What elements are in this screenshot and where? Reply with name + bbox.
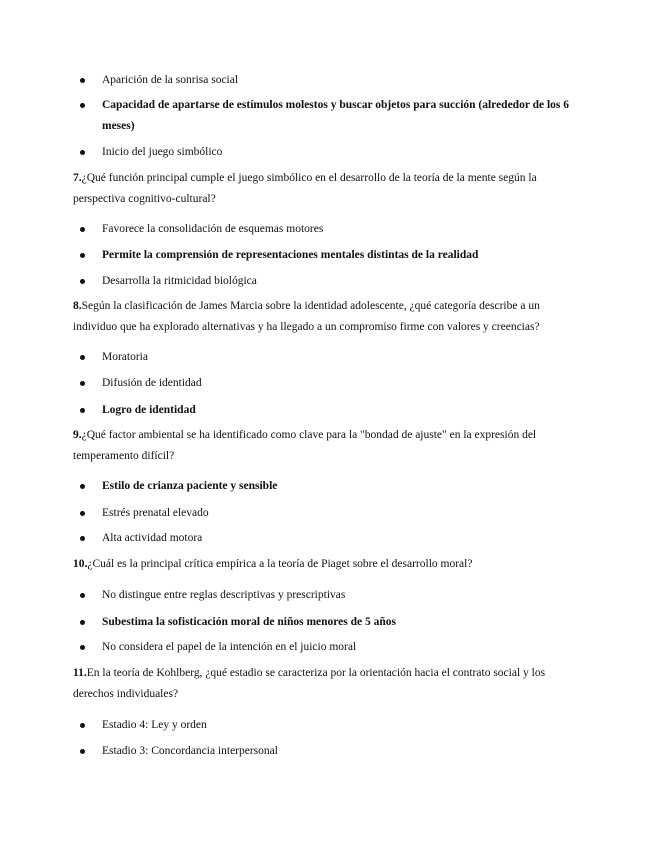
answer-option: Alta actividad motora	[102, 532, 203, 544]
bullet-icon	[80, 103, 85, 108]
answer-option: Moratoria	[102, 351, 148, 363]
question-text: ¿Qué función principal cumple el juego simbólico en el desarrollo de la teoría de la mente según la perspectiva cognitivo-cultural?	[73, 172, 537, 205]
bullet-icon	[80, 484, 85, 489]
bullet-icon	[80, 511, 85, 516]
bullet-icon	[80, 253, 85, 258]
bullet-icon	[80, 78, 85, 83]
answer-option-correct: Logro de identidad	[102, 404, 196, 416]
answer-option-correct: Estilo de crianza paciente y sensible	[102, 480, 278, 492]
answer-option-correct: Subestima la sofisticación moral de niños menores de 5 años	[102, 616, 397, 628]
bullet-icon	[80, 723, 85, 728]
question-number: 10.	[73, 558, 88, 570]
bullet-icon	[80, 227, 85, 232]
question-text: ¿Qué factor ambiental se ha identificado como clave para la "bondad de ajuste" en la expresión del temperamento difícil?	[73, 429, 537, 462]
answer-option: Favorece la consolidación de esquemas motores	[102, 223, 324, 235]
question-number: 7.	[73, 172, 82, 184]
answer-option: Estadio 3: Concordancia interpersonal	[102, 745, 278, 757]
question-number: 8.	[73, 300, 82, 312]
bullet-icon	[80, 620, 85, 625]
answer-option-correct: Capacidad de apartarse de estímulos molestos y buscar objetos para succión (alrededor de los 6 meses)	[102, 99, 570, 132]
answer-option: Inicio del juego simbólico	[102, 146, 223, 158]
question-number: 11.	[73, 667, 87, 679]
bullet-icon	[80, 593, 85, 598]
answer-option: No considera el papel de la intención en el juicio moral	[102, 641, 357, 653]
answer-option-correct: Permite la comprensión de representaciones mentales distintas de la realidad	[102, 249, 479, 261]
question	[73, 425, 573, 467]
question	[73, 663, 573, 705]
question	[73, 554, 573, 575]
answer-option: Estadio 4: Ley y orden	[102, 719, 207, 731]
question	[73, 168, 573, 210]
answer-option: Estrés prenatal elevado	[102, 507, 209, 519]
answer-option: Difusión de identidad	[102, 377, 202, 389]
question-text: ¿Cuál es la principal crítica empírica a la teoría de Piaget sobre el desarrollo moral?	[87, 558, 473, 570]
question-text: Según la clasificación de James Marcia sobre la identidad adolescente, ¿qué categoría describe a un individuo que ha explorado alternativas y ha llegado a un compromiso firme con valores y creencias?	[73, 300, 540, 333]
bullet-icon	[80, 150, 85, 155]
bullet-icon	[80, 536, 85, 541]
answer-option: Aparición de la sonrisa social	[102, 74, 239, 86]
bullet-icon	[80, 749, 85, 754]
bullet-icon	[80, 408, 85, 413]
question-number: 9.	[73, 429, 82, 441]
question	[73, 296, 573, 338]
bullet-icon	[80, 381, 85, 386]
answer-option: No distingue entre reglas descriptivas y prescriptivas	[102, 589, 346, 601]
bullet-icon	[80, 645, 85, 650]
answer-option: Desarrolla la ritmicidad biológica	[102, 275, 257, 287]
bullet-icon	[80, 279, 85, 284]
bullet-icon	[80, 355, 85, 360]
question-text: En la teoría de Kohlberg, ¿qué estadio se caracteriza por la orientación hacia el contrato social y los derechos individuales?	[73, 667, 546, 700]
